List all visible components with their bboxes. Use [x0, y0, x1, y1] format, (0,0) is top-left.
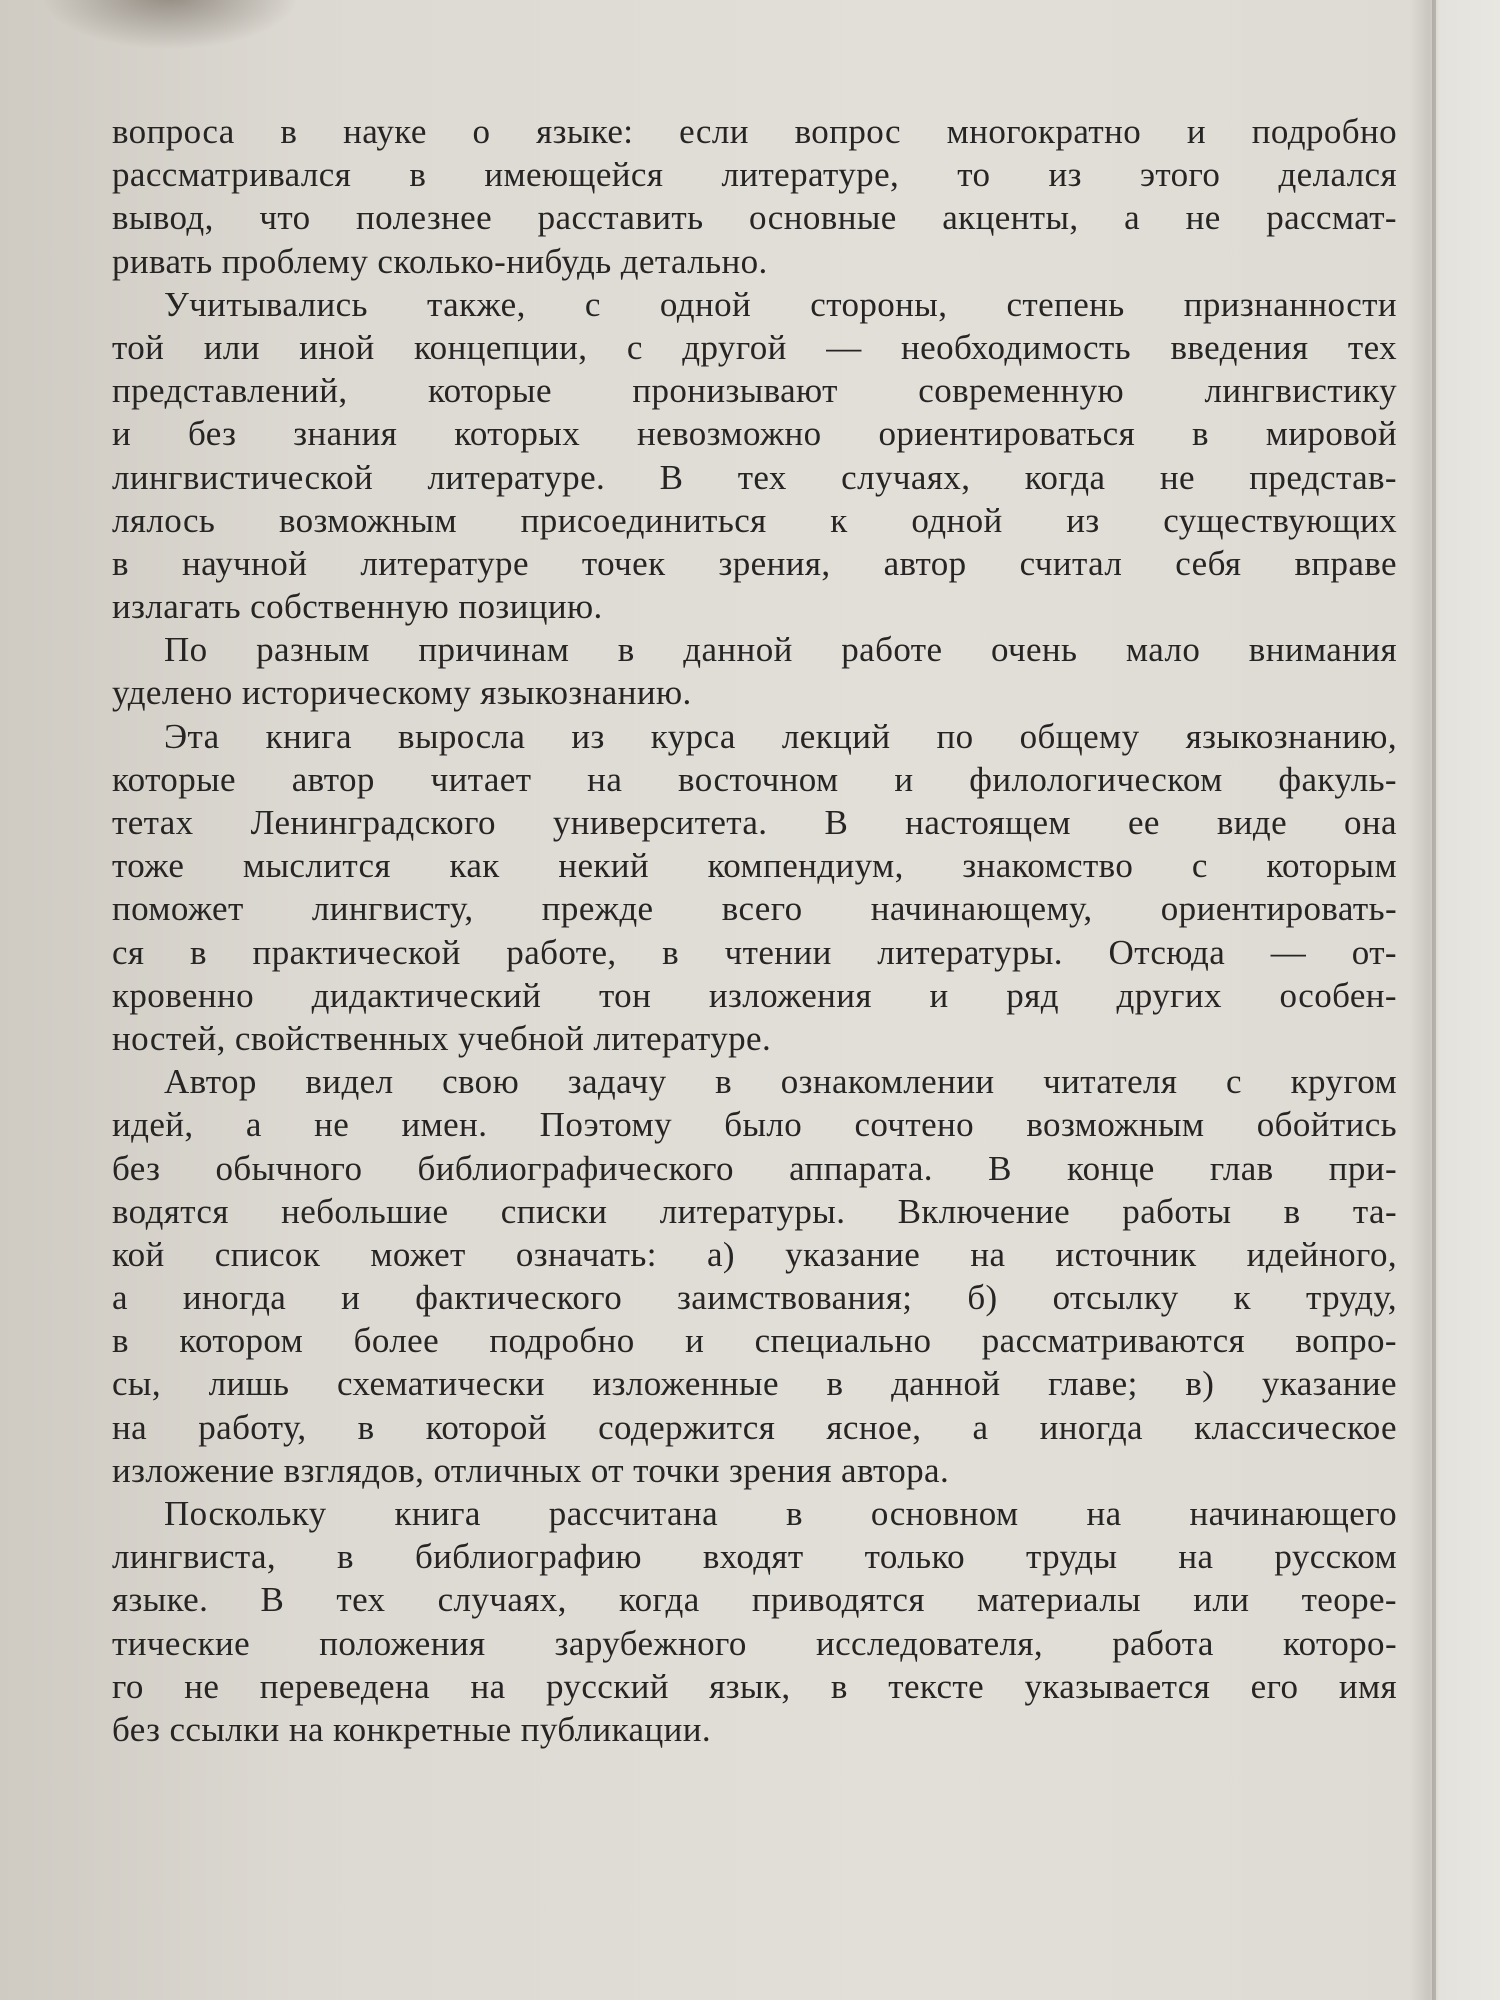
text-line: той или иной концепции, с другой — необходимость введения тех: [112, 327, 1397, 367]
paragraph: [112, 628, 1397, 714]
text-line: ностей, свойственных учебной литературе.: [112, 1018, 772, 1058]
text-line: поможет лингвисту, прежде всего начинающему, ориентировать-: [112, 889, 1397, 929]
text-line: го не переведена на русский язык, в тексте указывается его имя: [112, 1666, 1397, 1706]
text-line: вывод, что полезнее расставить основные акценты, а не рассмат-: [112, 198, 1397, 238]
text-line: тоже мыслится как некий компендиум, знакомство с которым: [112, 846, 1397, 886]
paragraph: [112, 1060, 1397, 1492]
text-line: которые автор читает на восточном и филологическом факуль-: [112, 759, 1397, 799]
text-line: тические положения зарубежного исследователя, работа которо-: [112, 1623, 1397, 1663]
text-line: идей, а не имен. Поэтому было сочтено возможным обойтись: [112, 1105, 1397, 1145]
text-line: излагать собственную позицию.: [112, 587, 603, 627]
text-line: и без знания которых невозможно ориентироваться в мировой: [112, 414, 1397, 454]
text-line: ся в практической работе, в чтении литературы. Отсюда — от-: [112, 932, 1397, 972]
text-line: Эта книга выросла из курса лекций по общему языкознанию,: [164, 716, 1397, 756]
finger-shadow: [40, 0, 300, 50]
text-line: в научной литературе точек зрения, автор считал себя вправе: [112, 543, 1397, 583]
text-line: уделено историческому языкознанию.: [112, 673, 692, 713]
text-line: лялось возможным присоединиться к одной из существующих: [112, 500, 1397, 540]
text-line: представлений, которые пронизывают современную лингвистику: [112, 371, 1397, 411]
text-line: в котором более подробно и специально рассматриваются вопро-: [112, 1321, 1397, 1361]
text-line: тетах Ленинградского университета. В настоящем ее виде она: [112, 803, 1397, 842]
text-line: сы, лишь схематически изложенные в данной главе; в) указание: [112, 1364, 1397, 1404]
text-line: без обычного библиографического аппарата. В конце глав при-: [112, 1148, 1397, 1188]
paragraph: [112, 283, 1397, 629]
text-line: водятся небольшие списки литературы. Включение работы в та-: [112, 1191, 1397, 1231]
page-body-text: [112, 110, 1397, 1751]
text-line: лингвистической литературе. В тех случаях, когда не представ-: [112, 457, 1397, 497]
text-line: без ссылки на конкретные публикации.: [112, 1709, 712, 1749]
paragraph: [112, 110, 1397, 283]
text-line: По разным причинам в данной работе очень мало внимания: [164, 630, 1397, 670]
text-line: на работу, в которой содержится ясное, а иногда классическое: [112, 1407, 1397, 1447]
text-line: вопроса в науке о языке: если вопрос многократно и подробно: [112, 112, 1397, 151]
text-line: языке. В тех случаях, когда приводятся материалы или теоре-: [112, 1580, 1397, 1620]
text-line: кой список может означать: а) указание на источник идейного,: [112, 1234, 1397, 1274]
text-line: Учитывались также, с одной стороны, степень признанности: [164, 284, 1397, 324]
text-line: Поскольку книга рассчитана в основном на начинающего: [164, 1494, 1397, 1533]
text-line: а иногда и фактического заимствования; б) отсылку к труду,: [112, 1278, 1397, 1318]
text-line: изложение взглядов, отличных от точки зрения автора.: [112, 1450, 950, 1490]
paragraph: [112, 715, 1397, 1061]
text-line: кровенно дидактический тон изложения и ряд других особен-: [112, 975, 1397, 1015]
text-line: ривать проблему сколько-нибудь детально.: [112, 241, 768, 281]
text-line: лингвиста, в библиографию входят только труды на русском: [112, 1537, 1397, 1577]
text-line: рассматривался в имеющейся литературе, то из этого делался: [112, 155, 1397, 195]
text-line: Автор видел свою задачу в ознакомлении читателя с кругом: [164, 1062, 1397, 1102]
paragraph: [112, 1492, 1397, 1751]
page-edge: [1432, 0, 1436, 2000]
